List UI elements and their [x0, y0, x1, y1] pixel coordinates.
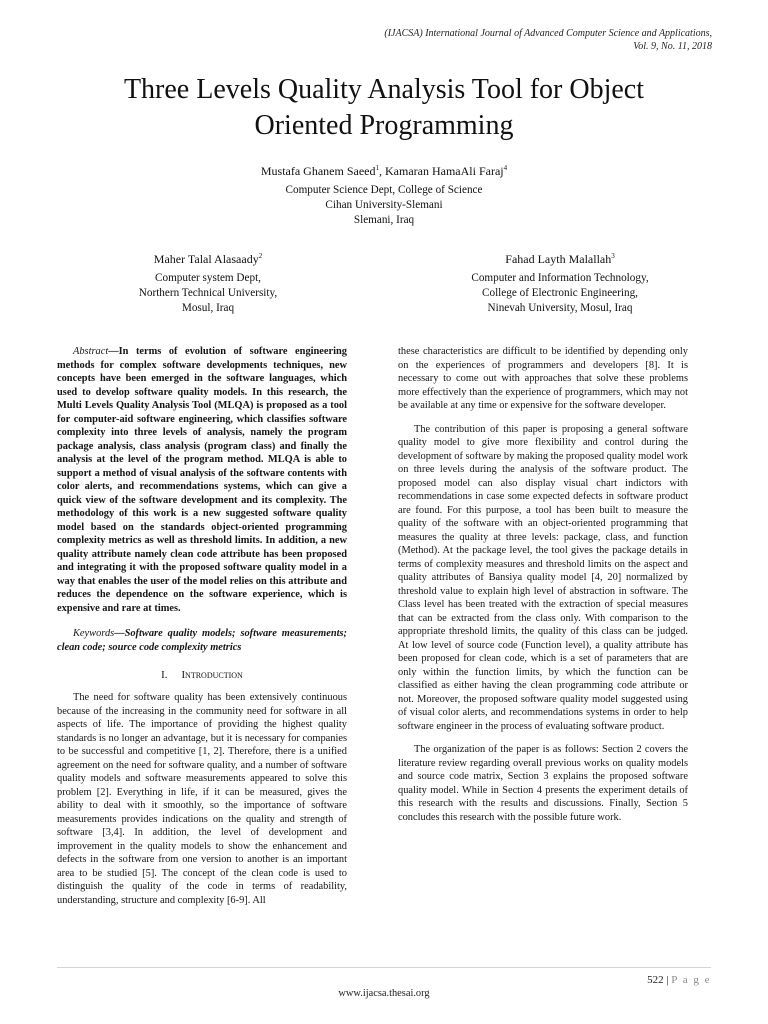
journal-name: (IJACSA) International Journal of Advanced Computer Science and Applications,: [384, 28, 712, 39]
keywords-label: Keywords: [73, 628, 115, 639]
affiliation-line: Slemani, Iraq: [353, 214, 415, 226]
page-number-separator: |: [663, 974, 672, 986]
body-paragraph: The organization of the paper is as follows: Section 2 covers the literature review regarding overall previous works on quality models and source code matrix, Section 3 explains the proposed software quality model. While in Section 4 presents the experiment details of this research with the results and discussions. Finally, Section 5 concludes this research with the possible future work.: [398, 744, 688, 823]
paper-title-line-1: Three Levels Quality Analysis Tool for Object: [123, 74, 645, 105]
affiliation-line: Computer Science Dept, College of Science: [285, 184, 483, 196]
author-name-1: Mustafa Ghanem Saeed: [260, 164, 376, 178]
paper-title: [60, 72, 708, 144]
journal-url: www.ijacsa.thesai.org: [338, 988, 430, 999]
author-separator: ,: [379, 164, 385, 178]
section-heading-introduction: [57, 668, 347, 682]
author-sup-3: 3: [611, 252, 615, 260]
page-number: [647, 974, 711, 986]
affiliation-line: Cihan University-Slemani: [325, 199, 443, 211]
abstract: [57, 345, 347, 615]
abstract-label: Abstract: [73, 346, 109, 357]
paper-title-line-2: Oriented Programming: [254, 110, 514, 141]
author-sup-1: 1: [375, 164, 379, 172]
author-sup-4: 4: [503, 164, 508, 172]
abstract-body: —In terms of evolution of software engineering methods for complex software developments techniques, new concepts have been emerged in the software languages, which used to develop software quality models. In this research, the Multi Levels Quality Analysis Tool (MLQA) is proposed as a tool for computer-aid software engineering, which classifies software complexity into three levels of analysis, namely the program package analysis, class analysis (program class) and finally the analysis at the level of the program method. MLQA is able to support a method of visual analysis of the software contents with color alerts, and recommendations systems, which can give a quick view of the software development and its complexity. The methodology of this work is a new suggested software quality model based on the standards object-oriented programming complexity metrics as well as threshold limits. In addition, a new quality attribute namely clean code attribute has been proposed and integrating it with the proposed software quality model in a way that enables the user of the model relies on this attribute and reduces the dependence on the software experience, which is expensive and rare at times.: [57, 346, 347, 614]
author-names-main: [184, 164, 584, 179]
left-column: [57, 345, 347, 907]
author-name-3: Fahad Layth Malallah: [505, 252, 612, 266]
author-name-3-line: [410, 252, 710, 267]
affiliation-line: Computer system Dept,: [155, 272, 261, 284]
affiliation-line: Ninevah University, Mosul, Iraq: [487, 302, 633, 314]
page-number-value: 522: [647, 974, 664, 986]
author-block-right: [410, 252, 710, 316]
journal-header: [192, 27, 712, 53]
author-name-4: Kamaran HamaAli Faraj: [385, 164, 504, 178]
journal-volume: Vol. 9, No. 11, 2018: [633, 41, 712, 52]
author-sup-2: 2: [258, 252, 263, 260]
keywords: [57, 627, 347, 654]
affiliation-line: Computer and Information Technology,: [471, 272, 649, 284]
footer-divider: [57, 967, 711, 968]
section-title: Introduction: [181, 669, 243, 681]
author-block-left: [58, 252, 358, 316]
section-number: I.: [161, 669, 168, 681]
author-block-main: [184, 164, 584, 228]
body-paragraph: these characteristics are difficult to be identified by depending only on the experiences of programmers and developers [8]. It is necessary to come out with approaches that solve these problems more effectively than the experience of programmers, which may not be available at any time or expensive for the software developer.: [398, 346, 688, 411]
right-column: [398, 345, 688, 824]
page-label: P a g e: [671, 974, 711, 986]
affiliation-line: College of Electronic Engineering,: [482, 287, 638, 299]
keywords-body: —Software quality models; software measurements; clean code; source code complexity metrics: [57, 628, 347, 653]
author-name-2-line: [58, 252, 358, 267]
author-name-2: Maher Talal Alasaady: [153, 252, 259, 266]
affiliation-line: Mosul, Iraq: [181, 302, 235, 314]
body-paragraph: The contribution of this paper is proposing a general software quality model to give more flexibility and control during the development of software by making the proposed quality model work on three levels during the analysis of the software product. The proposed model can also display visual chart indictors with recommendations in case some expected defects in software product are found. For this purpose, a tool has been built to measure the quality of the software with an object-oriented programming that measures the quality at three levels: package, class, and function (Method). At the package level, the tool gives the package details in terms of complexity measures and threshold limits on the aspect and quality attributes of Bansiya quality model [4, 20] normalized by threshold value to explain high level of abstraction in software. The Class level has been treated with the extraction of special measures that can be extracted from the class only. With comparison to the appropriate threshold limits, the quality of this class can be judged. At low level of source code (Function level), a quality attribute has been proposed for clean code, which is a set of parameters that are only within the function limits, by which the function can be classified as either having the clean programming code attribute or not. Moreover, the proposed software quality model suggested using of visual color alerts, and recommendations systems in order to help software engineer in the process of evaluating software product.: [398, 423, 689, 732]
body-paragraph: The need for software quality has been extensively continuous because of the increasing in the community need for software in all aspects of life. The importance of providing the highest quality standards is no longer an advantage, but it is necessary for companies to be successful and competitive [1, 2]. Therefore, there is a unified agreement on the need for software quality, and a number of software quality models and software measurements appeared to solve this problem [2]. Everything in life, if it can be measured, gives the ability to deal with it smoothly, so the importance of software measurements provides indications on the quality and strength of software [3,4]. In addition, the level of development and improvement in the quality models to show the enhancement and defects in the software from one version to another is an important area to be studied [5]. The concept of the clean code is used to distinguish the quality of the code in terms of readability, understanding, structure and complexity [6-9]. All: [57, 692, 347, 906]
affiliation-line: Northern Technical University,: [138, 287, 278, 299]
